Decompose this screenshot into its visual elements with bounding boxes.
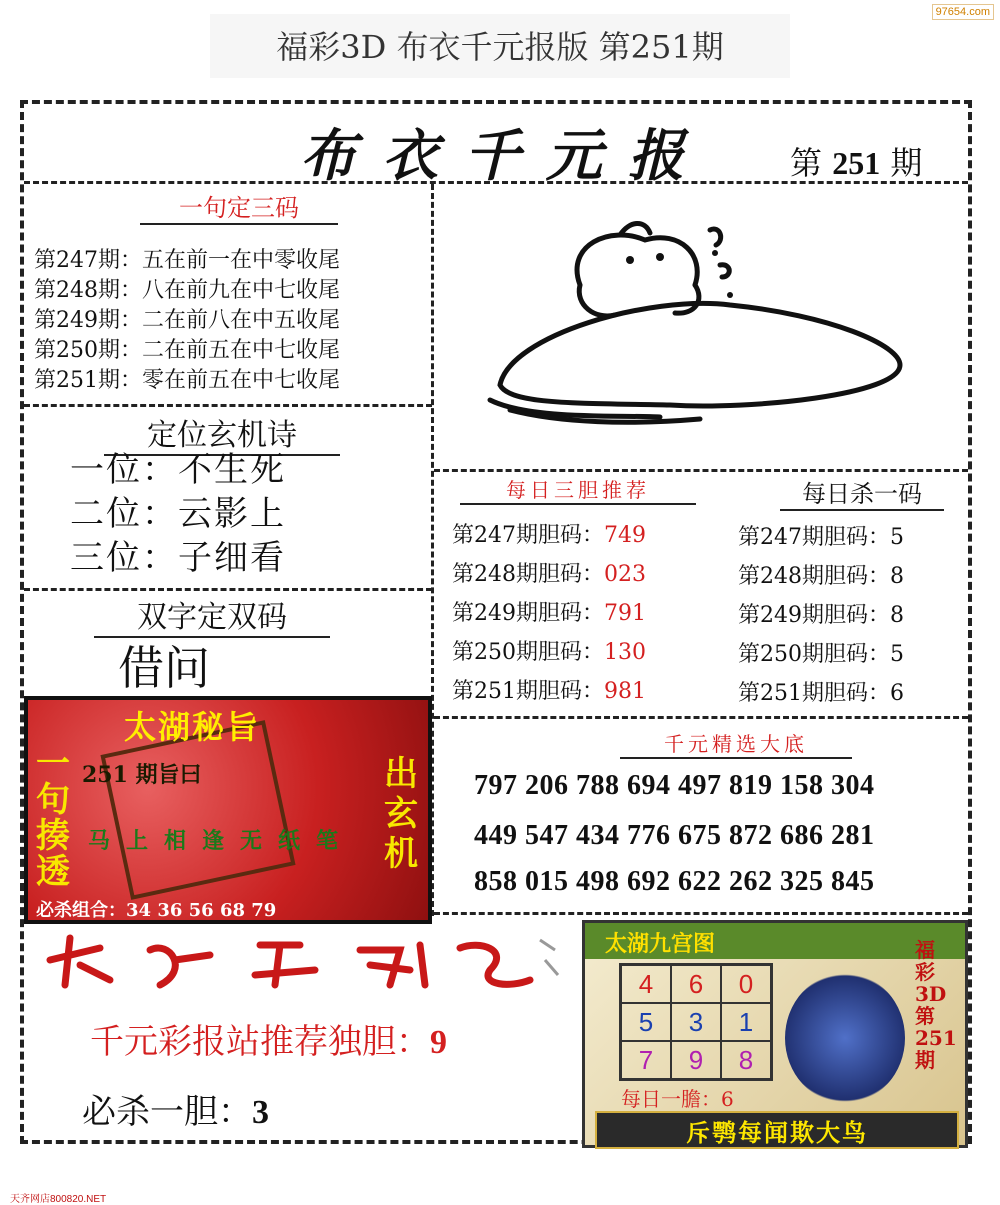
footer-site[interactable]: 天齐网店800820.NET [10,1194,107,1205]
grid-cell: 3 [671,1003,721,1041]
list-item: 第248期：八在前九在中七收尾 [34,278,340,303]
section-title-yiju: 一句定三码 [140,188,338,225]
sandan-table [452,516,646,711]
yiju-lines [34,246,340,396]
grid-cell: 1 [721,1003,771,1041]
issue-prefix: 第 [790,144,823,182]
table-row: 第248期胆码：8 [738,564,904,589]
table-row: 第247期胆码：749 [452,523,646,548]
jiugong-title: 太湖九宫图 [605,931,716,957]
portrait-decoration [785,973,905,1103]
list-item: 三位：子细看 [70,538,286,578]
jiugong-side-text: 福彩3D第251期 [915,938,957,1072]
grid-cell: 4 [621,965,671,1003]
issue-suffix: 期 [890,144,923,182]
taihu-title: 太湖秘旨 [124,708,261,746]
divider [434,716,968,719]
list-item: 第250期：二在前五在中七收尾 [34,338,340,363]
section-title-sandan: 每日三胆推荐 [460,474,696,505]
site-tag[interactable]: 97654.com [932,4,994,20]
taihu-mizhi-image [24,696,432,924]
section-title-shuangzi: 双字定双码 [94,592,330,638]
divider [24,588,432,591]
page-title: 福彩3D 布衣千元报版 第251期 [276,28,724,66]
grid-cell: 8 [721,1041,771,1079]
table-row: 第250期胆码：5 [738,642,904,667]
taihu-kill: 必杀组合：34 36 56 68 79 [36,900,277,921]
bisha-line: 必杀一胆：3 [82,1092,269,1132]
section-title-poem: 定位玄机诗 [104,410,340,456]
brand-title: 布衣千元报 [300,123,710,189]
table-row: 第249期胆码：791 [452,601,646,626]
taihu-left-text: 一句揍透 [36,744,70,892]
jiugong-grid [619,963,773,1081]
list-item: 第247期：五在前一在中零收尾 [34,248,340,273]
list-item: 797 206 788 694 497 819 158 304 [474,770,875,801]
section-title-shayi: 每日杀一码 [780,474,944,511]
list-item: 第251期：零在前五在中七收尾 [34,368,340,393]
grid-cell: 6 [671,965,721,1003]
grid-cell: 5 [621,1003,671,1041]
divider [24,404,432,407]
sketch-illustration [470,205,920,430]
grid-cell: 7 [621,1041,671,1079]
table-row: 第250期胆码：130 [452,640,646,665]
taihu-issue: 251 期旨曰 [82,762,202,788]
calligraphy-decoration [40,930,560,1000]
grid-cell: 9 [671,1041,721,1079]
grid-cell: 0 [721,965,771,1003]
issue-number [790,138,922,184]
table-row: 第249期胆码：8 [738,603,904,628]
divider [434,912,968,915]
dudan-line: 千元彩报站推荐独胆：9 [90,1022,447,1062]
jiugong-banner: 斥鹗每闻欺大鸟 [595,1111,959,1149]
section-title-dadi: 千元精选大底 [620,728,852,759]
taihu-right-text: 出玄机 [384,754,418,874]
list-item: 第249期：二在前八在中五收尾 [34,308,340,333]
list-item: 一位：不生死 [70,450,286,490]
issue-value: 251 [832,145,881,181]
table-row: 第251期胆码：6 [738,681,904,706]
taihu-poem: 马上相逢无纸笔 [88,828,355,854]
shayi-table [738,518,904,713]
jiugong-daily: 每日一膽：6 [621,1087,734,1111]
shuangzi-text: 借问 [118,641,210,695]
divider [434,469,968,472]
divider [24,181,968,184]
dadi-numbers [474,770,875,898]
list-item: 858 015 498 692 622 262 325 845 [474,866,875,897]
poem-lines [70,448,286,580]
table-row: 第251期胆码：981 [452,679,646,704]
list-item: 二位：云影上 [70,494,286,534]
table-row: 第248期胆码：023 [452,562,646,587]
list-item: 449 547 434 776 675 872 686 281 [474,820,875,851]
table-row: 第247期胆码：5 [738,525,904,550]
taihu-jiugong-image [582,920,968,1148]
